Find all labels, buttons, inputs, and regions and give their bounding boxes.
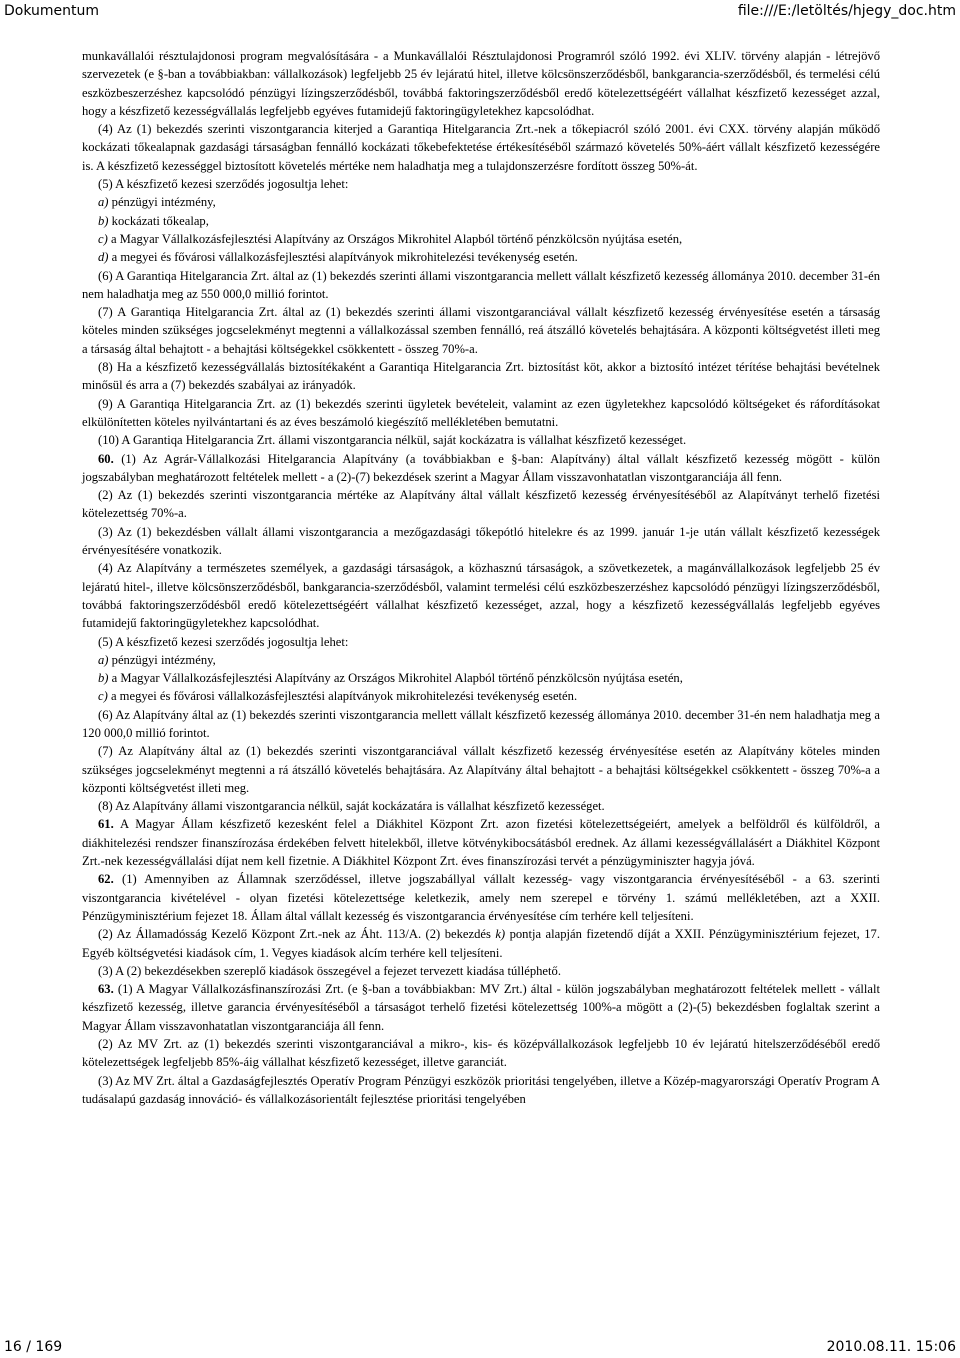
- paragraph-text: a megyei és fővárosi vállalkozásfejlesztési alapítványok mikrohitelezési tevékenység esetén.: [108, 250, 578, 265]
- section-paragraph: [82, 450, 880, 487]
- paragraph-text: (7) A Garantiqa Hitelgarancia Zrt. által az (1) bekezdés szerinti állami viszontgaranciával vállalt készfizető kezesség érvényesítése esetén a társaság köteles minden szükséges jogcselekményt megtenni a vállalkozással szemben fennálló, reá átszálló követelés behajtására. A központi költségvetést illeti meg a társaság által behajtott - a behajtási költségekkel csökkentett - összeg 70%-a.: [82, 305, 880, 356]
- list-letter: b): [98, 671, 109, 686]
- paragraph-prefix: (2) Az Államadósság Kezelő Központ Zrt.-nek az Áht. 113/A. (2) bekezdés: [98, 927, 496, 942]
- paragraph-text: (2) Az (1) bekezdés szerinti viszontgarancia mértéke az Alapítvány által vállalt készfizető kezesség érvényesítéséből az Alapítványt terhelő fizetési kötelezettség 70%-a.: [82, 488, 880, 521]
- paragraph-text: (7) Az Alapítvány által az (1) bekezdés szerinti viszontgaranciával vállalt készfizető kezesség érvényesítése esetén az Alapítvány köteles minden szükséges jogcselekményt megtenni a rá átszálló követelés behajtására. Az Alapítvány által behajtott - a behajtási költségekkel csökkentett - összeg 70%-a a központi költségvetést illeti meg.: [82, 744, 880, 795]
- list-letter: a): [98, 652, 109, 667]
- paragraph: [82, 706, 880, 743]
- paragraph-text: (1) Amennyiben az Államnak szerződéssel, illetve jogszabállyal vállalt kezesség- vagy viszontgarancia érvényesítéséből - a 63. szerinti viszontgarancia kivételével - olyan fizetési kötelezettsége keletkezik, amely nem szerepel e törvény 1. számú mellékletében, azt a XXII. Pénzügyminisztérium fejezet 18. Állam által vállalt kezesség és viszontgarancia érvényesítése cím terhére kell teljesíteni.: [82, 872, 880, 923]
- paragraph: [82, 431, 880, 449]
- paragraph-text: A Magyar Állam készfizető kezesként felel a Diákhitel Központ Zrt. azon fizetési kötelezettségeiért, amelyek a belföldről és külföldről, a diákhitelezési rendszer finanszírozása érdekében felvett hitelekből, illetve kötvénykibocsátásból erednek. Az állami kezességvállalásért a Diákhitel Központ Zrt.-nek kezességvállalási díjat nem kell fizetnie. A Diákhitel Központ Zrt. éves finanszírozási tervét a pénzügyminiszter hagyja jóvá.: [82, 817, 880, 869]
- paragraph-text: kockázati tőkealap,: [108, 213, 209, 228]
- document-title: Dokumentum: [4, 3, 100, 19]
- print-datetime: 2010.08.11. 15:06: [826, 1339, 956, 1355]
- browser-print-footer: [0, 1336, 960, 1358]
- paragraph: [82, 633, 880, 651]
- paragraph: [82, 395, 880, 432]
- section-paragraph: [82, 815, 880, 870]
- paragraph-text: (5) A készfizető kezesi szerződés jogosultja lehet:: [98, 634, 349, 649]
- paragraph-text: (3) A (2) bekezdésekben szereplő kiadások összegével a fejezet tervezett kiadása túlléphető.: [98, 963, 561, 978]
- section-number: 61.: [98, 817, 114, 832]
- paragraph: [82, 193, 880, 211]
- document-body: [82, 47, 880, 1108]
- section-paragraph: [82, 870, 880, 925]
- paragraph: [82, 797, 880, 815]
- list-letter: c): [98, 689, 108, 704]
- list-letter: b): [98, 213, 109, 228]
- paragraph-text: (6) Az Alapítvány által az (1) bekezdés szerinti viszontgarancia mellett vállalt készfizető kezesség állománya 2010. december 31-én nem haladhatja meg a 120 000,0 millió forintot.: [82, 707, 880, 740]
- paragraph-text: pontja alapján fizetendő díját a XXII. Pénzügyminisztérium fejezet, 17. Egyéb költségvetési kiadások cím, 1. Vegyes kiadások alcím terhére kell teljesíteni.: [82, 927, 880, 960]
- paragraph-text: (9) A Garantiqa Hitelgarancia Zrt. az (1) bekezdés szerinti ügyletek bevételeit, valamint az ezen ügyletekhez kapcsolódó költségeket és ráfordításokat elkülönítetten köteles nyilvántartani és az éves beszámoló kiegészítő mellékletében bemutatni.: [82, 396, 880, 429]
- paragraph-text: munkavállalói résztulajdonosi program megvalósítására - a Munkavállalói Résztulajdonosi Programról szóló 1992. évi XLIV. törvény alapján - létrejövő szervezetek (e §-ban a továbbiakban: vállalkozások) legfeljebb 25 év lejáratú hitel, illetve kölcsönszerződésből, bankgarancia-szerződésből, és termelési célú eszközbeszerzéshez kapcsolódó pénzügyi lízingszerződésből, továbbá faktoringszerződésből eredő kötelezettségéért vállalhat készfizető kezességet azzal, hogy a készfizető kezességvállalás legfeljebb egyéves futamidejű faktoringügyletekhez kapcsolódhat.: [82, 49, 880, 118]
- paragraph: [82, 47, 880, 120]
- browser-print-header: [0, 0, 960, 22]
- paragraph: [82, 303, 880, 358]
- paragraph-text: (8) Ha a készfizető kezességvállalás biztosítékaként a Garantiqa Hitelgarancia Zrt. biztosítást köt, akkor a biztosító intézet térítése behajtási bevételnek minősül és arra a (7) bekezdés szabályai az irányadók.: [82, 360, 880, 393]
- paragraph: [82, 559, 880, 632]
- list-letter: k): [495, 927, 506, 942]
- paragraph-text: pénzügyi intézmény,: [108, 652, 216, 667]
- paragraph-text: a Magyar Vállalkozásfejlesztési Alapítvány az Országos Mikrohitel Alapból történő pénzkölcsön nyújtása esetén,: [108, 671, 683, 686]
- paragraph: [82, 1035, 880, 1072]
- section-number: 60.: [98, 451, 114, 466]
- paragraph: [82, 669, 880, 687]
- paragraph: [82, 962, 880, 980]
- paragraph-text: pénzügyi intézmény,: [108, 195, 216, 210]
- paragraph-text: (3) Az (1) bekezdésben vállalt állami viszontgarancia a mezőgazdasági tőkepótló hitelekre és az 1999. január 1-je után vállalt készfizető kezességek érvényesítésére vonatkozik.: [82, 524, 880, 558]
- paragraph-text: a megyei és fővárosi vállalkozásfejlesztési alapítványok mikrohitelezési tevékenység esetén.: [107, 689, 578, 704]
- paragraph: [82, 925, 880, 962]
- section-paragraph: [82, 980, 880, 1035]
- paragraph: [82, 523, 880, 560]
- paragraph: [82, 120, 880, 175]
- list-letter: a): [98, 195, 109, 210]
- paragraph: [82, 212, 880, 230]
- paragraph-text: (2) Az MV Zrt. az (1) bekezdés szerinti viszontgaranciával a mikro-, kis- és középvállalkozások legfeljebb 10 év lejáratú hitelszerződéséből eredő kötelezettségek legfeljebb 85%-áig vállalhat készfizető kezességet, illetve garanciát.: [82, 1037, 880, 1070]
- paragraph-text: (10) A Garantiqa Hitelgarancia Zrt. állami viszontgarancia nélkül, saját kockázatra is vállalhat készfizető kezességet.: [98, 433, 687, 448]
- document-url: file:///E:/letöltés/hjegy_doc.htm: [737, 3, 956, 19]
- list-letter: c): [98, 231, 108, 246]
- paragraph-text: (1) Az Agrár-Vállalkozási Hitelgarancia Alapítvány (a továbbiakban e §-ban: Alapítvány) által vállalt készfizető kezesség mögött - külön jogszabályban meghatározott feltételek mellett - a (2)-(7) bekezdések szerint a Magyar Állam visszavonhatatlan viszontgaranciája áll fenn.: [82, 451, 880, 484]
- paragraph: [82, 651, 880, 669]
- page-number: 16 / 169: [4, 1339, 63, 1355]
- paragraph: [82, 248, 880, 266]
- paragraph-text: (8) Az Alapítvány állami viszontgarancia nélkül, saját kockázatára is vállalhat készfizető kezességet.: [98, 799, 605, 814]
- paragraph: [82, 687, 880, 705]
- paragraph: [82, 358, 880, 395]
- paragraph: [82, 742, 880, 797]
- paragraph: [82, 1072, 880, 1109]
- list-letter: d): [98, 250, 109, 265]
- paragraph-text: (1) A Magyar Vállalkozásfinanszírozási Zrt. (e §-ban a továbbiakban: MV Zrt.) által - külön jogszabályban meghatározott feltételek mellett - vállalt készfizető kezesség, illetve garancia érvényesítéséből a társaságot terhelő fizetési kötelezettség 100%-a mögött a (2)-(5) bekezdésben foglaltak szerint a Magyar Állam visszavonhatatlan viszontgaranciája áll fenn.: [82, 982, 880, 1033]
- paragraph: [82, 230, 880, 248]
- paragraph-text: (4) Az (1) bekezdés szerinti viszontgarancia kiterjed a Garantiqa Hitelgarancia Zrt.-nek a tőkepiacról szóló 2001. évi CXX. törvény alapján működő kockázati tőkealapnak gazdasági társaságban fennálló kockázati tőkebefektetése értékesítéséből származó követelés 50%-áért vállalt készfizető kezességére is. A készfizető kezességgel biztosított követelés mértéke nem haladhatja meg a tulajdonszerzésre fordított összeg 50%-át.: [82, 122, 880, 173]
- paragraph-text: (3) Az MV Zrt. által a Gazdaságfejlesztés Operatív Program Pénzügyi eszközök prioritási tengelyében, illetve a Közép-magyarországi Operatív Program A tudásalapú gazdaság innováció- és vállalkozásorientált fejlesztése prioritási tengelyében: [82, 1073, 880, 1106]
- paragraph: [82, 267, 880, 304]
- paragraph-text: (5) A készfizető kezesi szerződés jogosultja lehet:: [98, 177, 349, 192]
- section-number: 63.: [98, 982, 114, 997]
- paragraph: [82, 175, 880, 193]
- paragraph: [82, 486, 880, 523]
- paragraph-text: (6) A Garantiqa Hitelgarancia Zrt. által az (1) bekezdés szerinti állami viszontgarancia mellett vállalt készfizető kezesség állománya 2010. december 31-én nem haladhatja meg az 550 000,0 millió forintot.: [82, 268, 880, 301]
- paragraph-text: (4) Az Alapítvány a természetes személyek, a gazdasági társaságok, a közhasznú társaságok, a szövetkezetek, a magánvállalkozások legfeljebb 25 év lejáratú hitel-, illetve kölcsönszerződésből, bankgarancia-szerződésből, valamint termelési célú eszközbeszerzéshez kapcsolódó pénzügyi lízingszerződésből, továbbá faktoringszerződésből eredő kötelezettségéért vállalhat készfizető kezességet, azzal, hogy a készfizető kezességvállalás legfeljebb egyéves futamidejű faktoringügyletekhez kapcsolódhat.: [82, 561, 880, 631]
- paragraph-text: a Magyar Vállalkozásfejlesztési Alapítvány az Országos Mikrohitel Alapból történő pénzkölcsön nyújtása esetén,: [107, 231, 683, 246]
- section-number: 62.: [98, 872, 114, 887]
